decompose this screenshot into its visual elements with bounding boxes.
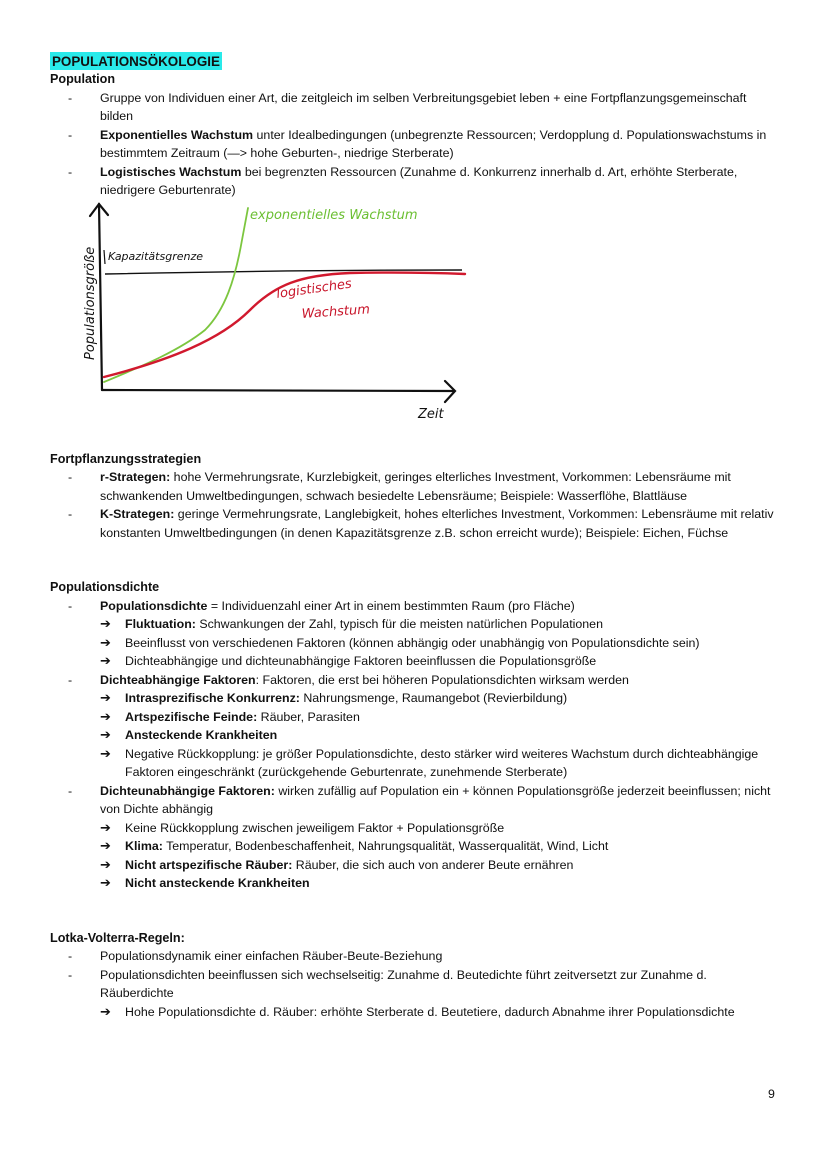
- sub-item: ➔ Fluktuation: Schwankungen der Zahl, typisch für die meisten natürlichen Populationen: [50, 615, 780, 634]
- arrow-right-icon: ➔: [100, 1003, 111, 1019]
- page-title: POPULATIONSÖKOLOGIE: [52, 54, 220, 69]
- logistic-label-2: Wachstum: [301, 301, 371, 322]
- list-item: - Dichteabhängige Faktoren: Faktoren, die erst bei höheren Populationsdichten wirksam werden: [68, 672, 629, 687]
- list-item: - K-Strategen: geringe Vermehrungsrate, Langlebigkeit, hohes elterliches Investment, Vorkommen: Lebensräume mit relativ konstanten Umweltbedingungen (in denen Kapazitätsgrenze z.B. schon erreicht wurde); Beispiele: Eichen, Füchse: [68, 507, 774, 540]
- capacity-label: Kapazitätsgrenze: [108, 249, 203, 263]
- sub-item: ➔ Dichteabhängige und dichteunabhängige Faktoren beeinflussen die Populationsgröße: [50, 652, 780, 671]
- sub-item: ➔ Keine Rückkopplung zwischen jeweiligem Faktor + Populationsgröße: [50, 819, 780, 838]
- list-item: - r-Strategen: hohe Vermehrungsrate, Kurzlebigkeit, geringes elterliches Investment, Vorkommen: Lebensräume mit schwankenden Umweltbedingungen, schwach besiedelte Lebensräume; Beispiele: Wasserflöhe, Blattläuse: [68, 470, 731, 503]
- list-item: - Gruppe von Individuen einer Art, die zeitgleich im selben Verbreitungsgebiet leben + eine Fortpflanzungsgemeinschaft bilden: [68, 90, 747, 123]
- heading-lotka: Lotka-Volterra-Regeln:: [50, 930, 185, 945]
- capacity-tick: [104, 250, 105, 264]
- sub-item: ➔ Nicht artspezifische Räuber: Räuber, die sich auch von anderer Beute ernähren: [50, 856, 780, 875]
- growth-chart: [50, 200, 480, 450]
- logistic-label-1: logistisches: [275, 276, 353, 302]
- heading-population: Population: [50, 72, 116, 86]
- sub-item: ➔ Nicht ansteckende Krankheiten: [50, 874, 780, 893]
- arrow-right-icon: ➔: [100, 616, 111, 631]
- arrow-right-icon: ➔: [100, 745, 111, 761]
- arrow-right-icon: ➔: [100, 708, 111, 724]
- arrow-right-icon: ➔: [100, 727, 111, 742]
- heading-dichte: Populationsdichte: [50, 580, 160, 594]
- arrow-right-icon: ➔: [100, 819, 111, 835]
- list-item: - Populationsdichten beeinflussen sich wechselseitig: Zunahme d. Beutedichte führt zeitversetzt zur Zunahme d. Räuberdichte: [68, 967, 707, 1000]
- sub-item: ➔ Beeinflusst von verschiedenen Faktoren (können abhängig oder unabhängig von Populationsdichte sein): [50, 634, 780, 653]
- arrow-right-icon: ➔: [100, 838, 111, 853]
- document-page: [50, 52, 780, 1021]
- sub-item: ➔ Artspezifische Feinde: Räuber, Parasiten: [50, 708, 780, 727]
- list-item: - Populationsdynamik einer einfachen Räuber-Beute-Beziehung: [68, 949, 443, 963]
- arrow-right-icon: ➔: [100, 856, 111, 872]
- arrow-right-icon: ➔: [100, 653, 111, 668]
- x-axis-label: Zeit: [418, 406, 444, 422]
- sub-item: ➔ Ansteckende Krankheiten: [50, 726, 780, 745]
- y-axis: [99, 204, 102, 390]
- x-axis: [102, 390, 453, 391]
- list-item: - Populationsdichte = Individuenzahl einer Art in einem bestimmten Raum (pro Fläche): [68, 598, 575, 613]
- arrow-right-icon: ➔: [100, 690, 111, 705]
- y-axis-label: Populationsgröße: [83, 246, 98, 360]
- exponential-series: [104, 208, 248, 382]
- arrow-right-icon: ➔: [100, 634, 111, 650]
- sub-item: ➔ Negative Rückkopplung: je größer Populationsdichte, desto stärker wird weiteres Wachstum durch dichteabhängige Faktoren eingeschränkt (zurückgehende Geburtenrate, zunehmende Sterberate): [100, 745, 759, 779]
- arrow-right-icon: ➔: [100, 875, 111, 890]
- sub-item: ➔ Klima: Temperatur, Bodenbeschaffenheit, Nahrungsqualität, Wasserqualität, Wind, Licht: [50, 837, 780, 856]
- exponential-label: exponentielles Wachstum: [250, 207, 418, 223]
- list-item: - Logistisches Wachstum bei begrenzten Ressourcen (Zunahme d. Konkurrenz innerhalb d. Art, erhöhte Sterberate, niedrigere Geburtenrate): [68, 164, 738, 197]
- page-number: 9: [768, 1087, 775, 1101]
- heading-strategien: Fortpflanzungsstrategien: [50, 451, 202, 466]
- list-item: - Exponentielles Wachstum unter Idealbedingungen (unbegrenzte Ressourcen; Verdopplung d. Populationswachstums in bestimmtem Zeitraum (—> hohe Geburten-, niedrige Sterberate): [68, 127, 767, 160]
- sub-item: ➔ Hohe Populationsdichte d. Räuber: erhöhte Sterberate d. Beutetiere, dadurch Abnahme ihrer Populationsdichte: [50, 1003, 780, 1022]
- sub-item: ➔ Intrasprezifische Konkurrenz: Nahrungsmenge, Raumangebot (Revierbildung): [50, 689, 780, 708]
- list-item: - Dichteunabhängige Faktoren: wirken zufällig auf Population ein + können Populationsgröße jederzeit beeinflussen; nicht von Dichte abhängig: [68, 783, 771, 816]
